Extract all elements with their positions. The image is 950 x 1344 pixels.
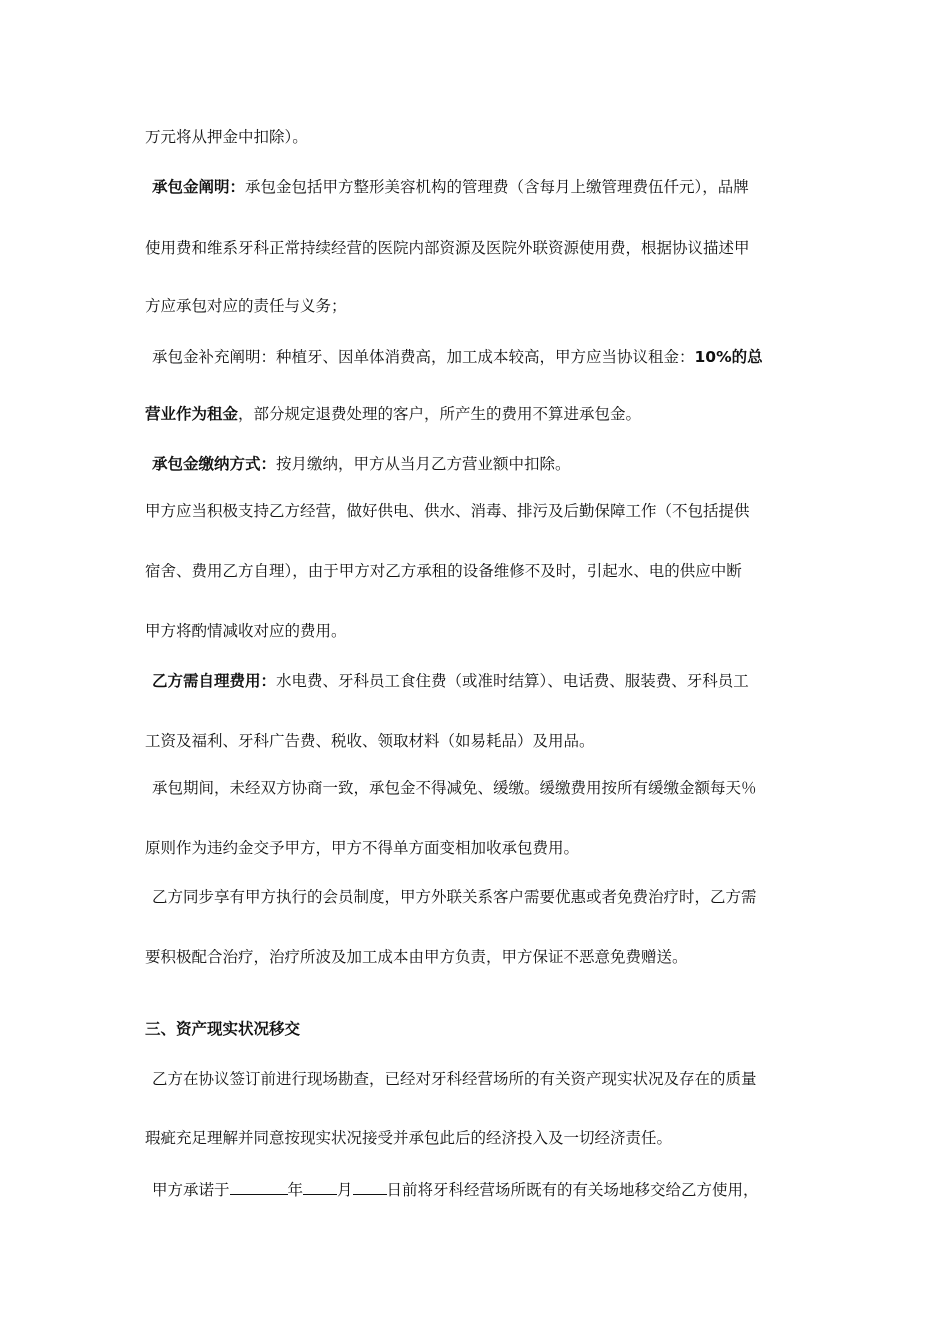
- paragraph-line: 瑕疵充足理解并同意按现实状况接受并承包此后的经济投入及一切经济责任。: [145, 1129, 673, 1147]
- month-blank: [303, 1178, 337, 1195]
- paragraph-line: 乙方在协议签订前进行现场勘查，已经对牙科经营场所的有关资产现实状况及存在的质量: [152, 1070, 757, 1088]
- paragraph-payment-method: [152, 453, 812, 475]
- paragraph-line: 原则作为违约金交予甲方，甲方不得单方面变相加收承包费用。: [145, 839, 580, 857]
- paragraph-line: 乙方同步享有甲方执行的会员制度，甲方外联关系客户需要优惠或者免费治疗时，乙方需: [152, 888, 757, 906]
- bold-label: 承包金阐明：: [152, 178, 246, 196]
- paragraph-text: 年: [287, 1181, 304, 1199]
- paragraph-self-paid-costs: [152, 670, 812, 692]
- paragraph-contract-fee: [152, 176, 812, 198]
- paragraph-text: 按月缴纳，甲方从当月乙方营业额中扣除。: [276, 455, 571, 473]
- day-blank: [353, 1178, 387, 1195]
- paragraph-line: 方应承包对应的责任与义务；: [145, 297, 347, 315]
- bold-text: 10%的总: [694, 348, 763, 366]
- paragraph-line: 工资及福利、牙科广告费、税收、领取材料（如易耗品）及用品。: [145, 732, 595, 750]
- paragraph-text: 甲方承诺于: [152, 1181, 230, 1199]
- paragraph-line: [145, 403, 805, 425]
- bold-text: 营业作为租金: [145, 405, 239, 423]
- paragraph-text: 月: [337, 1181, 353, 1199]
- bold-label: 乙方需自理费用：: [152, 672, 277, 690]
- paragraph-text: ，部分规定退费处理的客户，所产生的费用不算进承包金。: [238, 405, 642, 423]
- paragraph-line: 承包期间，未经双方协商一致，承包金不得减免、缓缴。缓缴费用按所有缓缴金额每天％: [152, 779, 757, 797]
- paragraph-text: 承包金补充阐明：种植牙、因单体消费高，加工成本较高，甲方应当协议租金：: [152, 348, 695, 366]
- paragraph-line: 使用费和维系牙科正常持续经营的医院内部资源及医院外联资源使用费，根据协议描述甲: [145, 239, 750, 257]
- paragraph-line: 宿舍、费用乙方自理），由于甲方对乙方承租的设备维修不及时，引起水、电的供应中断: [145, 562, 742, 580]
- year-blank: [230, 1178, 288, 1195]
- paragraph-supplement: [152, 346, 812, 368]
- paragraph-text: 水电费、牙科员工食住费（或准时结算）、电话费、服装费、牙科员工: [276, 672, 749, 690]
- paragraph-line: 要积极配合治疗，治疗所波及加工成本由甲方负责，甲方保证不恶意免费赠送。: [145, 948, 688, 966]
- paragraph-line: 甲方应当积极支持乙方经营，做好供电、供水、消毒、排污及后勤保障工作（不包括提供: [145, 502, 750, 520]
- bold-label: 承包金缴纳方式：: [152, 455, 277, 473]
- paragraph-text: 日前将牙科经营场所既有的有关场地移交给乙方使用，: [386, 1181, 759, 1199]
- paragraph-line: 甲方将酌情减收对应的费用。: [145, 622, 347, 640]
- paragraph-text: 承包金包括甲方整形美容机构的管理费（含每月上缴管理费伍仟元），品牌: [245, 178, 749, 196]
- paragraph-handover-date: [152, 1178, 812, 1201]
- section-heading: 三、资产现实状况移交: [145, 1020, 301, 1038]
- paragraph-line: 万元将从押金中扣除）。: [145, 128, 308, 146]
